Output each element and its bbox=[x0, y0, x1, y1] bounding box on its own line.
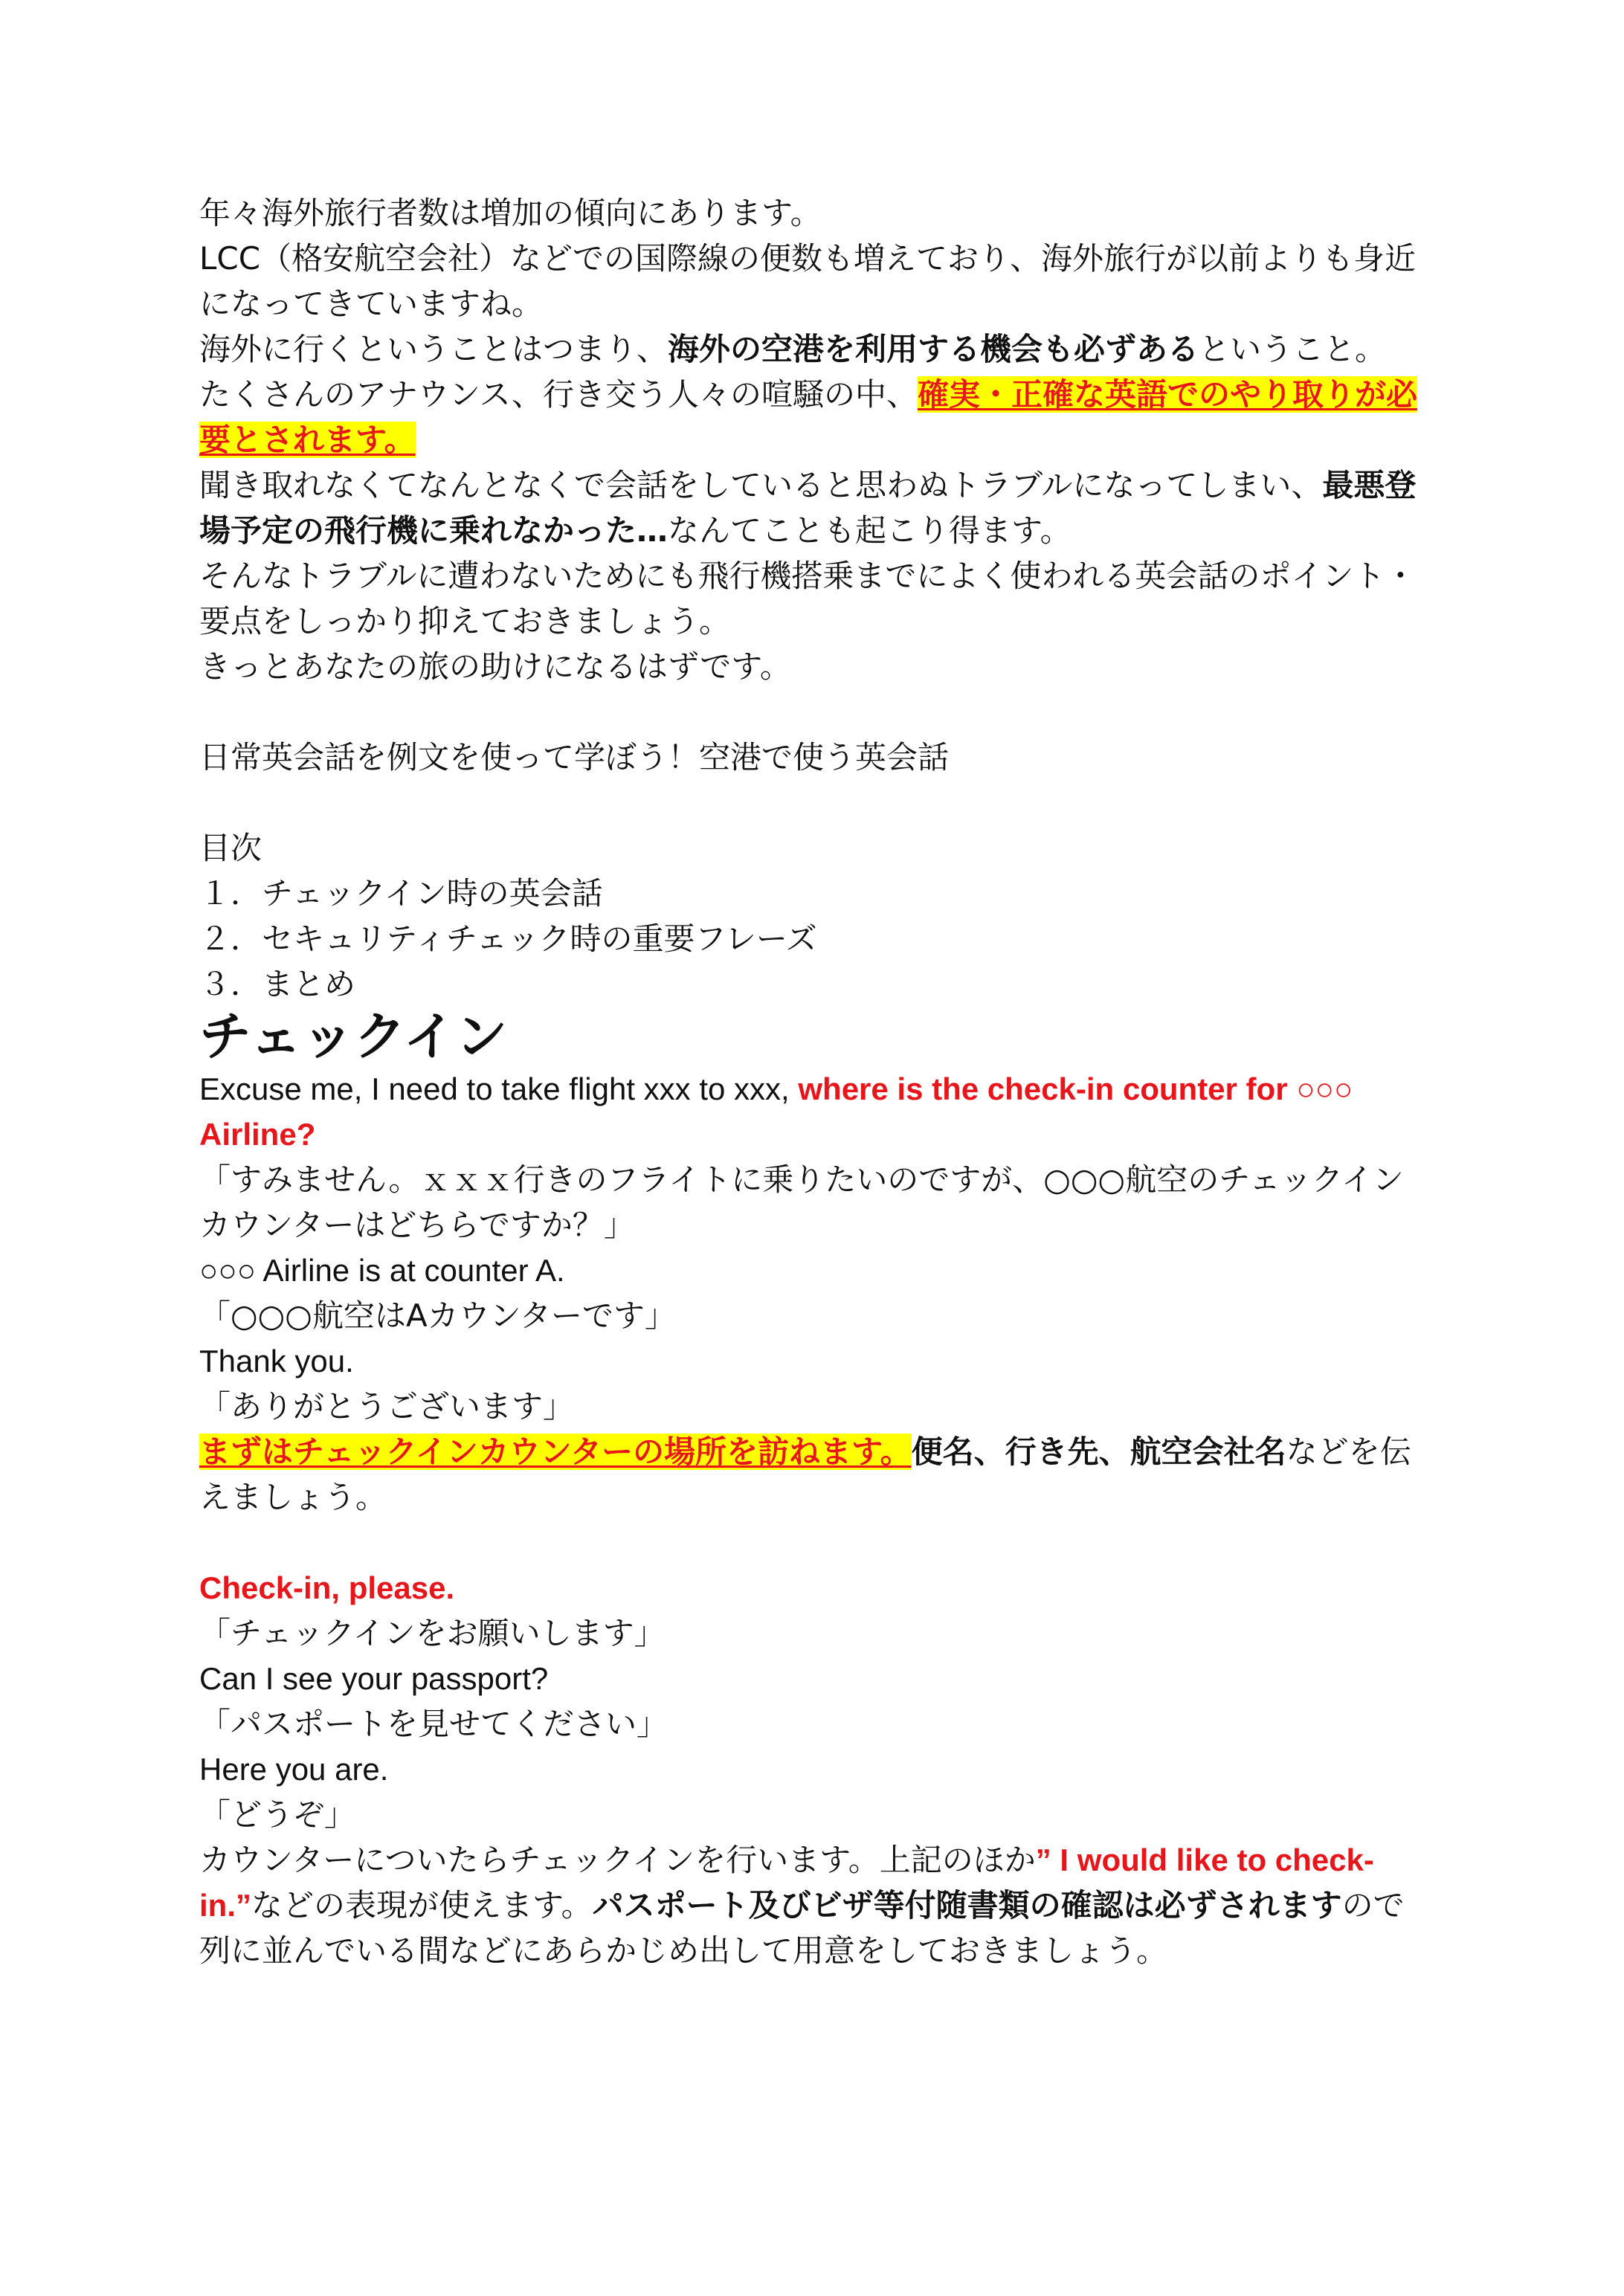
intro-paragraph-7 bbox=[199, 644, 1434, 689]
explanation-text: などを伝えましょう。 bbox=[199, 1434, 1411, 1515]
dialogue-text: Excuse me, I need to take flight xxx to xxx, bbox=[199, 1071, 799, 1106]
intro-paragraph-3 bbox=[199, 326, 1434, 372]
dialogue-line-en bbox=[199, 1565, 1434, 1610]
dialogue-line-en bbox=[199, 1066, 1434, 1157]
dialogue-line-ja bbox=[199, 1610, 1434, 1656]
toc-item-text: ２．セキュリティチェック時の重要フレーズ bbox=[199, 920, 817, 957]
dialogue-translation: 「○○○航空はAカウンターです」 bbox=[199, 1297, 676, 1334]
spacer bbox=[199, 689, 1434, 735]
intro-text: 海外に行くということはつまり、 bbox=[199, 331, 668, 367]
explanation-paragraph bbox=[199, 1837, 1434, 1973]
toc-item-text: １．チェックイン時の英会話 bbox=[199, 875, 603, 912]
explanation-text: ので列に並んでいる間などにあらかじめ出して用意をしておきましょう。 bbox=[199, 1887, 1405, 1969]
bold-emphasis: パスポート及びビザ等付随書類の確認は必ずされます bbox=[592, 1887, 1342, 1923]
spacer bbox=[199, 780, 1434, 825]
intro-text: なんてことも起こり得ます。 bbox=[668, 512, 1072, 549]
dialogue-translation: 「ありがとうございます」 bbox=[199, 1388, 575, 1425]
dialogue-text: Can I see your passport? bbox=[199, 1661, 549, 1696]
dialogue-line-ja bbox=[199, 1157, 1434, 1248]
dialogue-translation: 「すみません。ｘｘｘ行きのフライトに乗りたいのですが、○○○航空のチェックインカウンターはどちらですか？」 bbox=[199, 1161, 1404, 1243]
intro-paragraph-1 bbox=[199, 190, 1434, 236]
intro-paragraph-5 bbox=[199, 462, 1434, 553]
intro-paragraph-2 bbox=[199, 236, 1434, 326]
dialogue-translation: 「パスポートを見せてください」 bbox=[199, 1706, 668, 1742]
intro-text: たくさんのアナウンス、行き交う人々の喧騒の中、 bbox=[199, 376, 918, 413]
intro-text: きっとあなたの旅の助けになるはずです。 bbox=[199, 648, 791, 685]
document-page bbox=[199, 190, 1434, 1973]
dialogue-line-en bbox=[199, 1656, 1434, 1701]
red-emphasis: where is the check-in counter for ○○○ Airline? bbox=[199, 1071, 1353, 1152]
dialogue-line-ja bbox=[199, 1792, 1434, 1837]
dialogue-line-en bbox=[199, 1338, 1434, 1384]
subtitle-text: 日常英会話を例文を使って学ぼう！空港で使う英会話 bbox=[199, 739, 950, 775]
dialogue-line-en bbox=[199, 1747, 1434, 1792]
red-emphasis: ” I would like to check-in.” bbox=[199, 1842, 1374, 1923]
intro-text: 聞き取れなくてなんとなくで会話をしていると思わぬトラブルになってしまい、 bbox=[199, 467, 1323, 503]
intro-text: LCC（格安航空会社）などでの国際線の便数も増えており、海外旅行が以前よりも身近になってきていますね。 bbox=[199, 240, 1417, 322]
explanation-text: などの表現が使えます。 bbox=[251, 1887, 593, 1923]
explanation-text: カウンターについたらチェックインを行います。上記のほか bbox=[199, 1842, 1036, 1878]
dialogue-text: Thank you. bbox=[199, 1344, 354, 1378]
intro-text: 年々海外旅行者数は増加の傾向にあります。 bbox=[199, 195, 822, 231]
explanation-paragraph bbox=[199, 1429, 1434, 1520]
highlighted-emphasis: まずはチェックインカウンターの場所を訪ねます。 bbox=[199, 1434, 912, 1470]
dialogue-text: Here you are. bbox=[199, 1752, 389, 1787]
intro-paragraph-6 bbox=[199, 553, 1434, 644]
dialogue-line-ja bbox=[199, 1701, 1434, 1747]
dialogue-text: ○○○ Airline is at counter A. bbox=[199, 1253, 565, 1288]
section-heading-text: チェックイン bbox=[199, 1006, 508, 1067]
intro-text: そんなトラブルに遭わないためにも飛行機搭乗までによく使われる英会話のポイント・要点をしっかり抑えておきましょう。 bbox=[199, 558, 1417, 639]
bold-emphasis: 便名、行き先、航空会社名 bbox=[911, 1434, 1286, 1470]
section-heading-checkin bbox=[199, 1007, 1434, 1066]
dialogue-translation: 「どうぞ」 bbox=[199, 1796, 356, 1833]
bold-emphasis: 最悪登場予定の飛行機に乗れなかった… bbox=[199, 467, 1417, 549]
red-emphasis: Check-in, please. bbox=[199, 1570, 455, 1605]
toc-item bbox=[199, 961, 1434, 1007]
highlighted-emphasis: 確実・正確な英語でのやり取りが必要とされます。 bbox=[199, 376, 1418, 458]
bold-emphasis: 海外の空港を利用する機会も必ずある bbox=[668, 331, 1199, 367]
toc-item bbox=[199, 871, 1434, 916]
toc-item bbox=[199, 916, 1434, 961]
dialogue-line-en bbox=[199, 1248, 1434, 1293]
toc-title-text: 目次 bbox=[199, 830, 262, 866]
toc-item-text: ３．まとめ bbox=[199, 966, 356, 1002]
spacer bbox=[199, 1520, 1434, 1565]
intro-text: ということ。 bbox=[1199, 331, 1387, 367]
dialogue-line-ja bbox=[199, 1293, 1434, 1338]
dialogue-line-ja bbox=[199, 1384, 1434, 1429]
intro-paragraph-4 bbox=[199, 372, 1434, 462]
toc-title bbox=[199, 825, 1434, 871]
document-subtitle bbox=[199, 735, 1434, 780]
dialogue-translation: 「チェックインをお願いします」 bbox=[199, 1615, 666, 1651]
